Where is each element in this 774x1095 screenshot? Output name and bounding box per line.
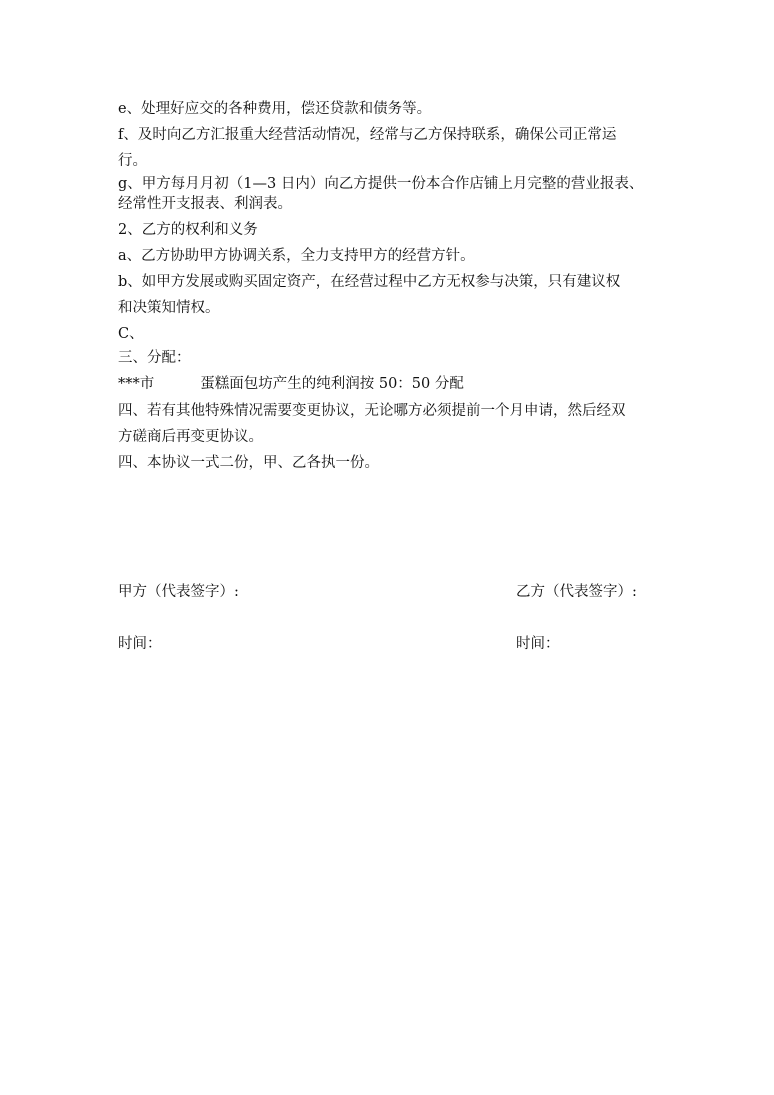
section-2-heading: 2、乙方的权利和义务: [118, 222, 258, 238]
party-a-time-label: 时间：: [118, 636, 162, 652]
clause-a: a、乙方协助甲方协调关系，全力支持甲方的经营方针。: [118, 248, 475, 264]
distribution-city: ***市: [118, 376, 155, 392]
clause-g: g、甲方每月月初（1—3 日内）向乙方提供一份本合作店铺上月完整的营业报表、: [118, 176, 644, 192]
section-3-heading: 三、分配：: [118, 350, 191, 366]
party-a-signature-label: 甲方（代表签字）:: [118, 584, 239, 600]
distribution-text: 蛋糕面包坊产生的纯利润按 50：50 分配: [200, 376, 464, 392]
clause-f: f、及时向乙方汇报重大经营活动情况，经常与乙方保持联系，确保公司正常运: [118, 127, 617, 143]
clause-b-continued: 和决策知情权。: [118, 300, 220, 316]
clause-b: b、如甲方发展或购买固定资产，在经营过程中乙方无权参与决策，只有建议权: [118, 274, 621, 290]
section-4-copies: 四、本协议一式二份，甲、乙各执一份。: [118, 455, 379, 471]
party-b-signature-label: 乙方（代表签字）:: [516, 584, 637, 600]
clause-f-continued: 行。: [118, 153, 147, 169]
section-4-change: 四、若有其他特殊情况需要变更协议，无论哪方必须提前一个月申请，然后经双: [118, 403, 626, 419]
clause-e: e、处理好应交的各种费用，偿还贷款和债务等。: [118, 101, 432, 117]
clause-c: C、: [118, 326, 144, 342]
clause-g-continued: 经常性开支报表、利润表。: [118, 196, 292, 212]
party-b-time-label: 时间：: [516, 636, 560, 652]
distribution-line: [118, 374, 464, 394]
section-4-change-continued: 方磋商后再变更协议。: [118, 429, 263, 445]
